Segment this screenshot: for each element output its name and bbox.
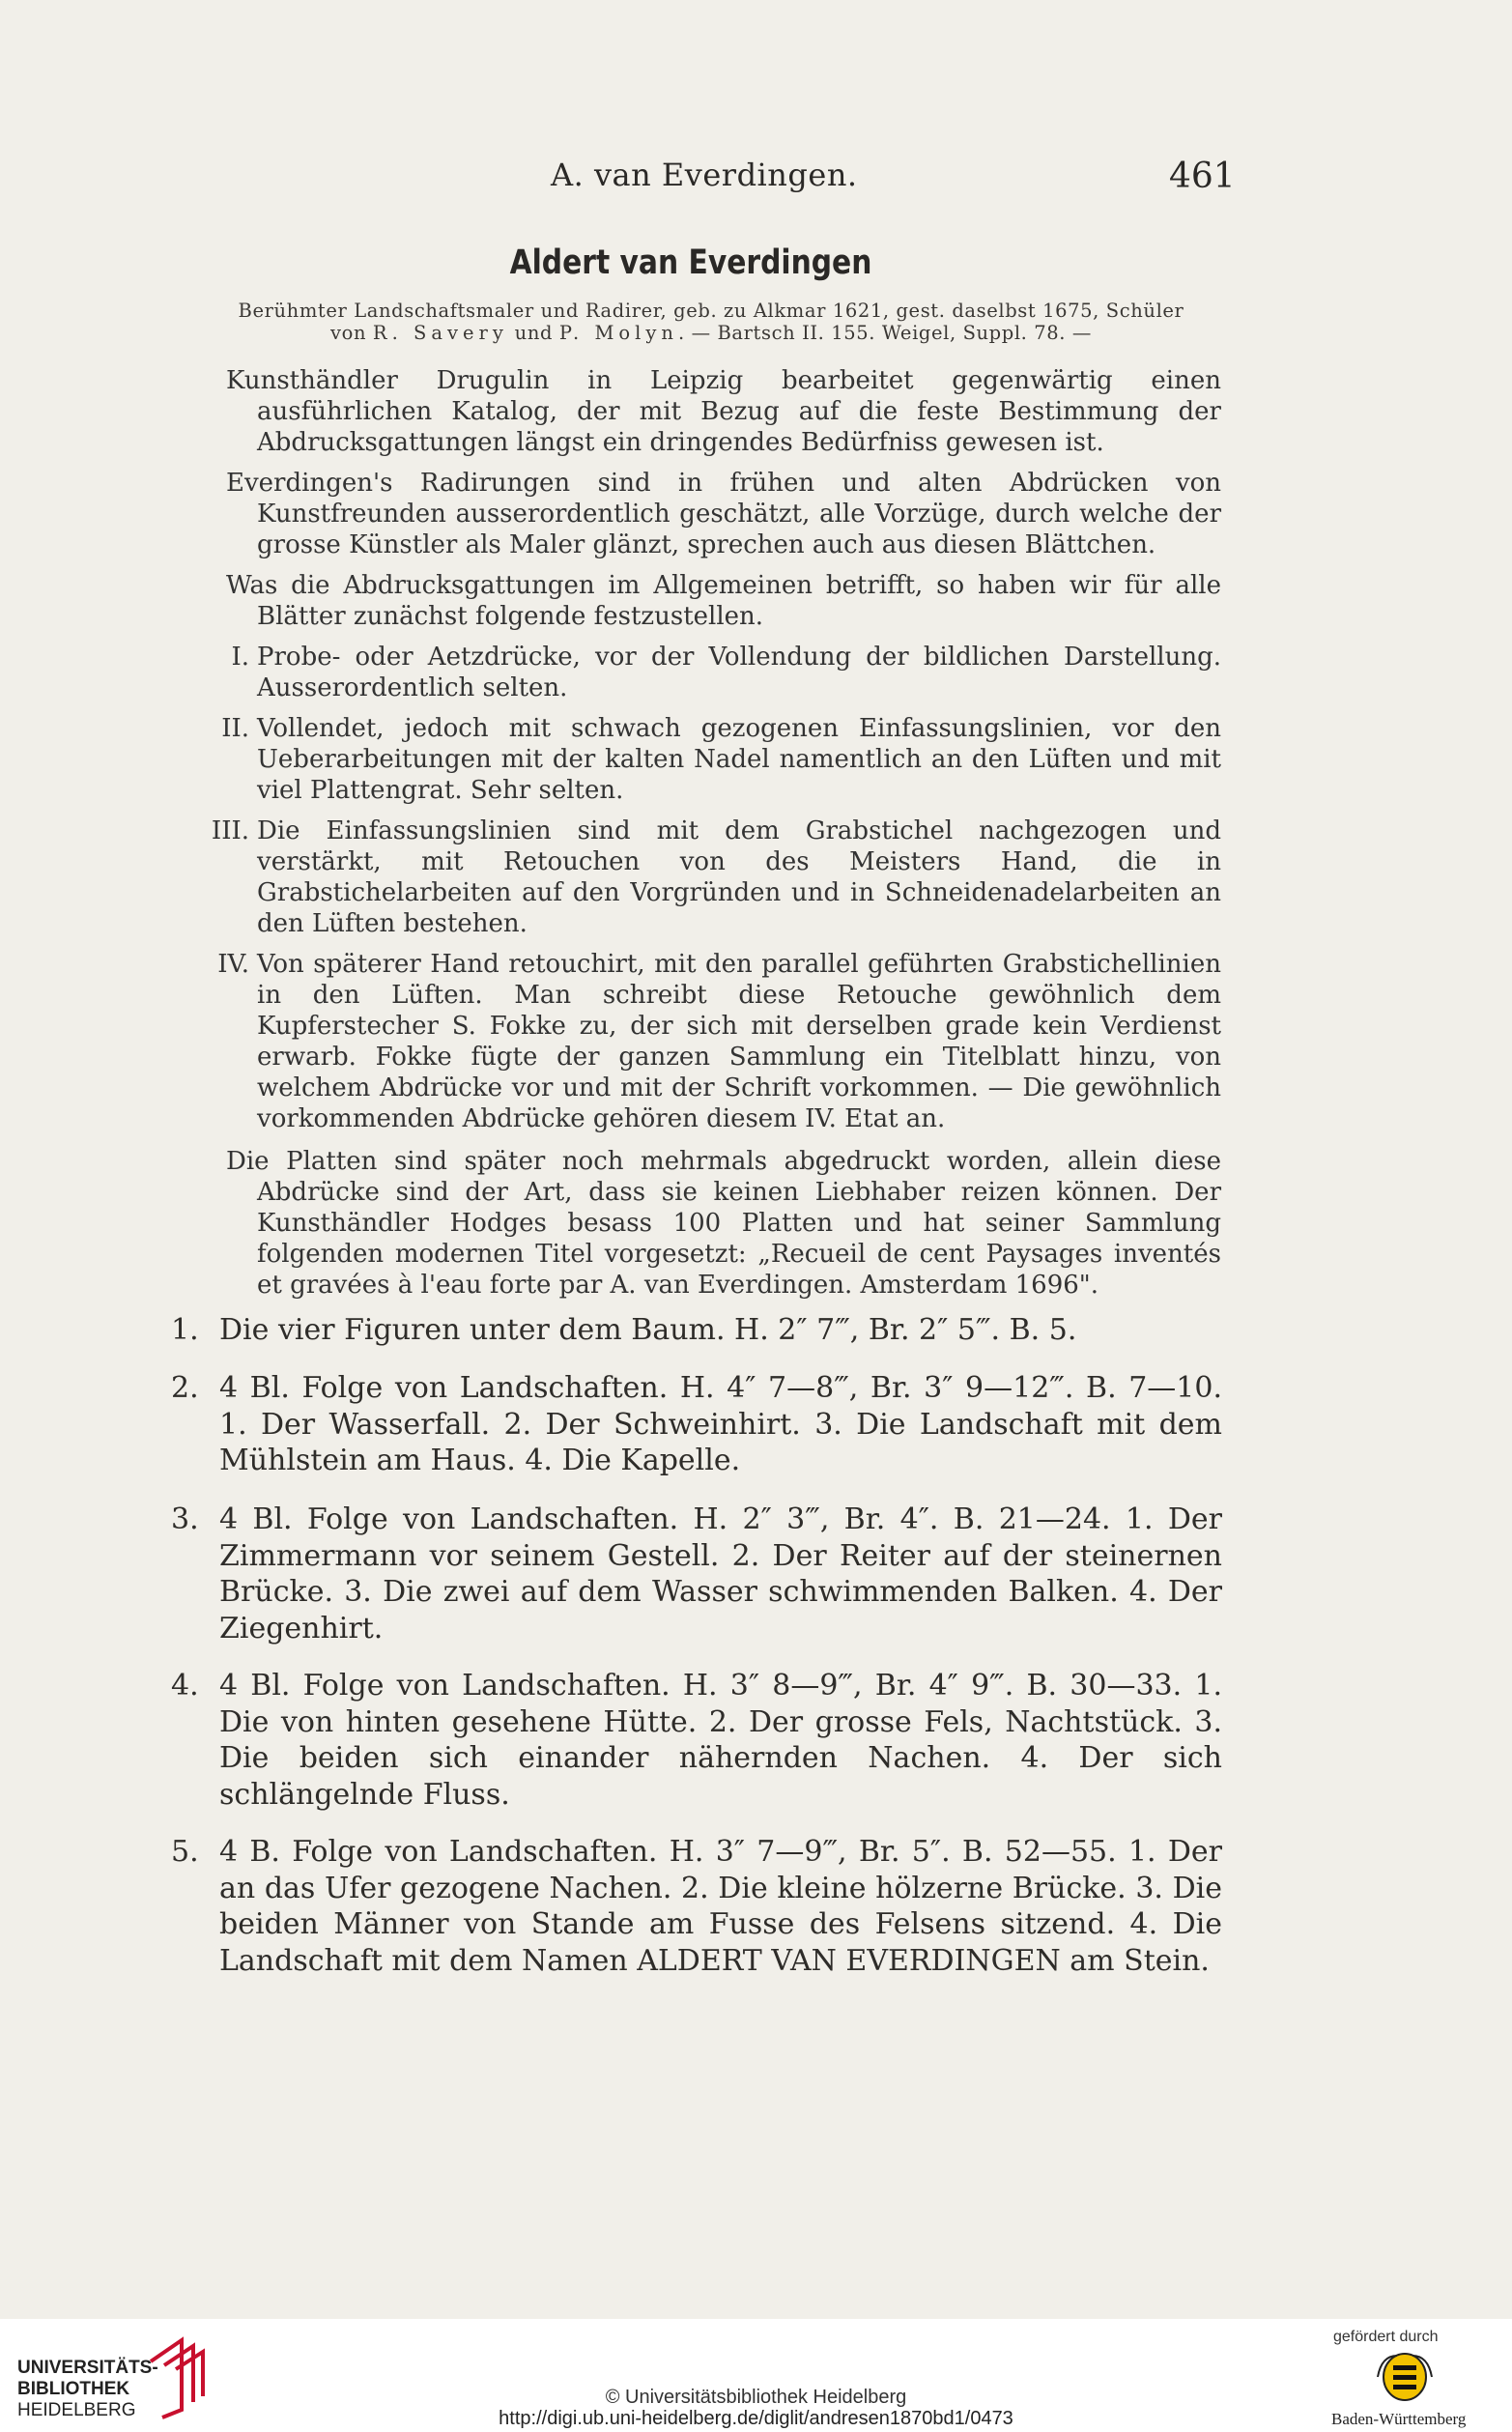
catalog-entry — [171, 1668, 1222, 1813]
running-head: A. van Everdingen. — [551, 157, 858, 193]
sponsor-name: Baden-Württemberg — [1331, 2410, 1467, 2428]
bio-line-1: Berühmter Landschaftsmaler und Radirer, geb. zu Alkmar 1621, gest. daselbst 1675, Schüler — [238, 300, 1184, 322]
bio-line-2-post: . — Bartsch II. 155. Weigel, Suppl. 78. — — [677, 322, 1092, 344]
copyright-notice: © Universitätsbibliothek Heidelberg — [605, 2387, 907, 2408]
entry-text: 4 Bl. Folge von Landschaften. H. 3″ 8—9‴, Br. 4″ 9‴. B. 30—33. 1. Die von hinten gesehene Hütte. 2. Der grosse Fels, Nachtstück. 3. Die beiden sich einander nähernden Nachen. 4. Der sich schlängelnde Fluss. — [219, 1669, 1222, 1812]
source-url[interactable]: http://digi.ub.uni-heidelberg.de/diglit/andresen1870bd1/0473 — [499, 2408, 1013, 2429]
state-number: II. — [221, 714, 249, 743]
entry-number: 1. — [171, 1313, 199, 1347]
intro-paragraph: Everdingen's Radirungen sind in frühen und alten Abdrücken von Kunstfreunden ausserordentlich geschätzt, alle Vorzüge, durch welche der grosse Künstler als Maler glänzt, sprechen auch aus diesen Blättchen. — [226, 469, 1221, 559]
page-number: 461 — [1169, 157, 1236, 196]
state-item — [221, 713, 1221, 806]
state-number: IV. — [217, 950, 249, 979]
library-line-2: BIBLIOTHEK — [17, 2379, 130, 2399]
intro-paragraph: Kunsthändler Drugulin in Leipzig bearbeitet gegenwärtig einen ausführlichen Katalog, der mit Bezug auf die feste Bestimmung der Abdrucksgattungen längst ein dringendes Bedürfniss gewesen ist. — [226, 366, 1221, 457]
state-text: Probe- oder Aetzdrücke, vor der Vollendung der bildlichen Darstellung. Ausserordentlich selten. — [257, 643, 1221, 702]
entry-text: 4 Bl. Folge von Landschaften. H. 2″ 3‴, Br. 4″. B. 21—24. 1. Der Zimmermann vor seinem Gestell. 2. Der Reiter auf der steinernen Brücke. 3. Die zwei auf dem Wasser schwimmenden Balken. 4. Der Ziegenhirt. — [219, 1502, 1222, 1645]
entry-text: Die vier Figuren unter dem Baum. H. 2″ 7‴, Br. 2″ 5‴. B. 5. — [219, 1313, 1077, 1347]
entry-text: 4 Bl. Folge von Landschaften. H. 4″ 7—8‴, Br. 3″ 9—12‴. B. 7—10. 1. Der Wasserfall. 2. Der Schweinhirt. 3. Die Landschaft mit dem Mühlstein am Haus. 4. Die Kapelle. — [219, 1371, 1222, 1477]
state-text: Vollendet, jedoch mit schwach gezogenen Einfassungslinien, vor den Ueberarbeitungen mit der kalten Nadel namentlich an den Lüften und mit viel Plattengrat. Sehr selten. — [257, 714, 1221, 805]
bio-mid: und — [507, 322, 559, 344]
bio-line-2-pre: von — [329, 322, 373, 344]
state-item — [217, 949, 1221, 1134]
catalog-entry — [171, 1370, 1222, 1479]
closing-paragraph: Die Platten sind später noch mehrmals abgedruckt worden, allein diese Abdrücke sind der Art, dass sie keinen Liebhaber reizen können. Der Kunsthändler Hodges besass 100 Platten und hat seiner Sammlung folgenden modernen Titel vorgesetzt: „Recueil de cent Paysages inventés et gravées à l'eau forte par A. van Everdingen. Amsterdam 1696". — [226, 1147, 1221, 1300]
entry-number: 4. — [171, 1669, 199, 1702]
section-title: Aldert van Everdingen — [509, 243, 872, 282]
bio-teacher-2: P. Molyn — [558, 322, 678, 344]
state-text: Die Einfassungslinien sind mit dem Grabstichel nachgezogen und verstärkt, mit Retouchen von des Meisters Hand, die in Grabstichelarbeiten auf den Vorgründen und in Schneidenadelarbeiten an den Lüften bestehen. — [257, 816, 1221, 938]
library-line-1: UNIVERSITÄTS- — [17, 2358, 158, 2378]
state-number: I. — [231, 643, 249, 672]
bio-teacher-1: R. Savery — [372, 322, 508, 344]
library-line-3: HEIDELBERG — [17, 2400, 136, 2420]
state-text: Von späterer Hand retouchirt, mit den parallel geführten Grabstichellinien in den Lüften. Man schreibt diese Retouche gewöhnlich dem Kupferstecher S. Fokke zu, der sich mit derselben grade kein Verdienst erwarb. Fokke fügte der ganzen Sammlung ein Titelblatt hinzu, von welchem Abdrücke vor und mit der Schrift vorkommen. — Die gewöhnlich vorkommenden Abdrücke gehören diesem IV. Etat an. — [257, 950, 1221, 1133]
state-number: III. — [211, 816, 249, 845]
entry-number: 5. — [171, 1835, 199, 1869]
catalog-entry — [171, 1834, 1222, 1979]
sponsor-label: gefördert durch — [1333, 2329, 1439, 2345]
state-item — [211, 815, 1221, 939]
entry-text: 4 B. Folge von Landschaften. H. 3″ 7—9‴, Br. 5″. B. 52—55. 1. Der an das Ufer gezogene Nachen. 2. Die kleine hölzerne Brücke. 3. Die beiden Männer von Stande am Fusse des Felsens sitzend. 4. Die Landschaft mit dem Namen ALDERT VAN EVERDINGEN am Stein. — [219, 1835, 1222, 1978]
catalog-entry — [171, 1312, 1222, 1349]
entry-number: 3. — [171, 1502, 199, 1536]
coat-of-arms-icon — [1376, 2350, 1434, 2404]
catalog-entry — [171, 1502, 1222, 1646]
artist-bio — [180, 300, 1242, 344]
state-item — [231, 642, 1221, 703]
entry-number: 2. — [171, 1371, 199, 1405]
intro-paragraph: Was die Abdrucksgattungen im Allgemeinen betrifft, so haben wir für alle Blätter zunächst folgende festzustellen. — [226, 571, 1221, 631]
